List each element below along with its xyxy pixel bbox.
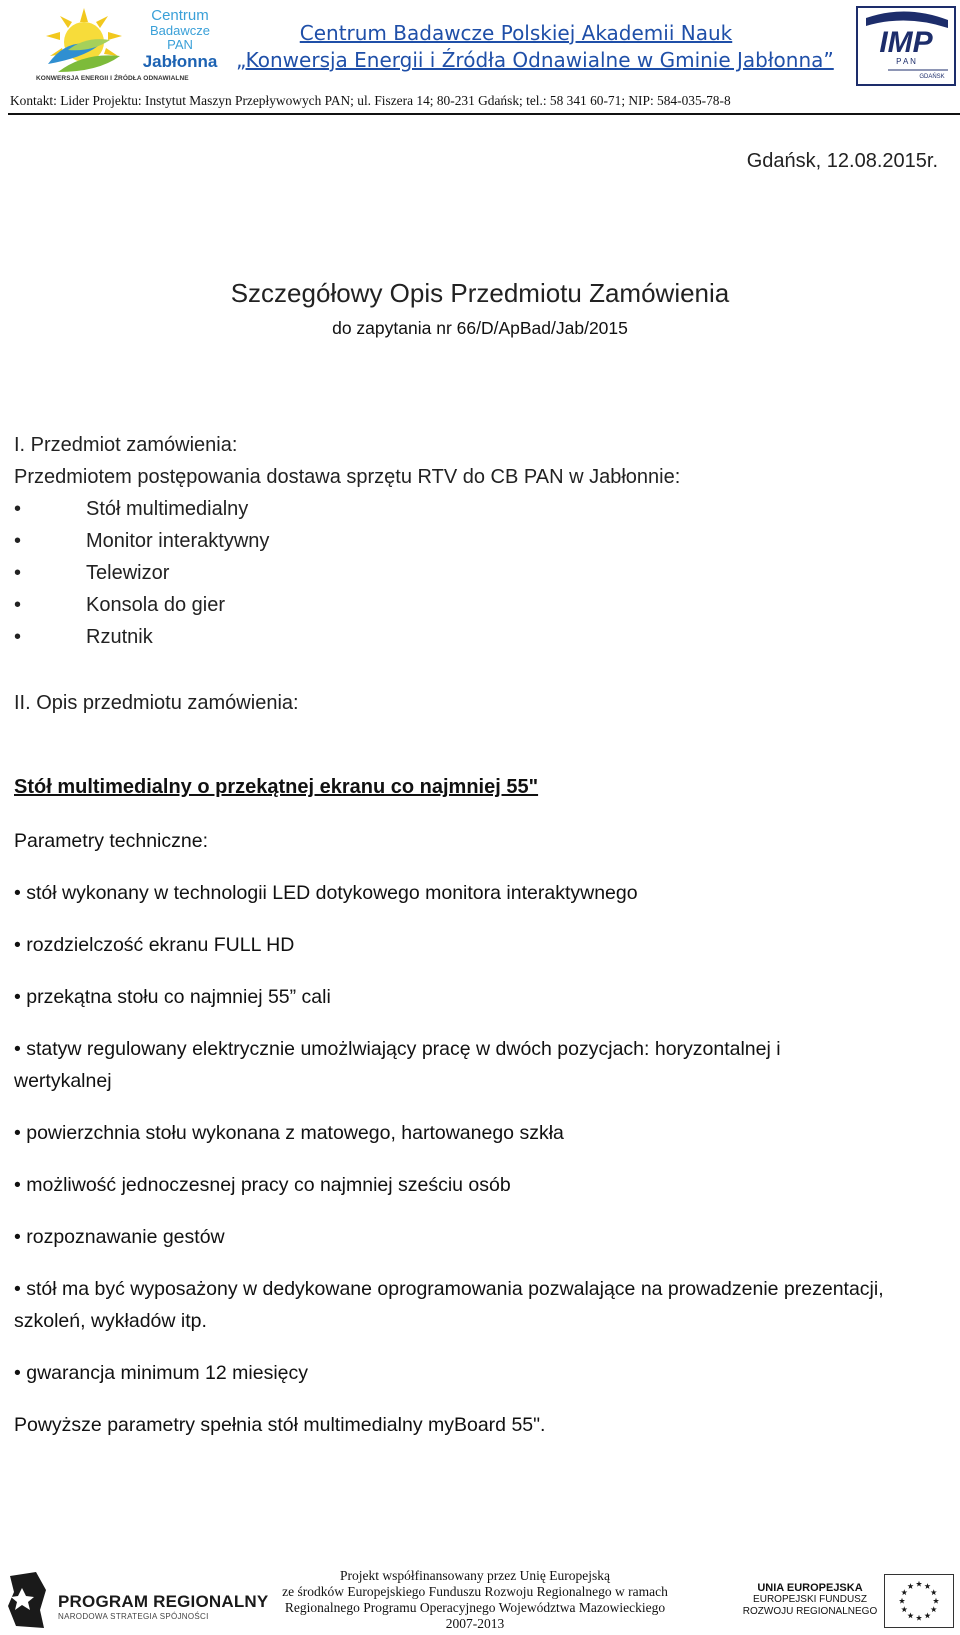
cofinancing-note: [255, 1568, 695, 1632]
contact-line: Kontakt: Lider Projektu: Instytut Maszyn Przepływowych PAN; ul. Fiszera 14; 80-231 Gdańsk; tel.: 58 341 60-71; NIP: 584-035-78-8: [10, 93, 731, 108]
eu-star-icon: [931, 1606, 937, 1612]
header-title-line-2: „Konwersja Energii i Źródła Odnawialne w Gminie Jabłonna”: [236, 48, 834, 72]
params-label: Parametry techniczne:: [14, 830, 209, 852]
cb-pan-jablonna-logo: [30, 2, 240, 86]
param-item: • rozdzielczość ekranu FULL HD: [14, 934, 295, 956]
logo-wordmark: [130, 8, 230, 71]
logo-line-3: PAN: [167, 37, 193, 52]
eu-stars-icon: [885, 1575, 953, 1627]
eu-star-icon: [907, 1583, 913, 1589]
list-item: [14, 594, 225, 617]
param-item: • statyw regulowany elektrycznie umożlwiający pracę w dwóch pozycjach: horyzontalnej i: [14, 1038, 781, 1060]
eu-star-icon: [907, 1613, 913, 1619]
eu-star-icon: [933, 1598, 939, 1604]
list-item: [14, 530, 269, 553]
eu-star-icon: [899, 1598, 905, 1604]
eu-line-1: UNIA EUROPEJSKA: [757, 1582, 863, 1594]
bullet-icon: •: [14, 626, 22, 648]
list-item-label: Monitor interaktywny: [86, 530, 270, 552]
param-item: • przekątna stołu co najmniej 55” cali: [14, 986, 331, 1008]
header-title: [236, 20, 834, 74]
param-item-continuation: wertykalnej: [14, 1070, 112, 1092]
bullet-icon: •: [14, 594, 22, 616]
eu-fund-text: [740, 1582, 880, 1618]
program-regionalny-logo-icon: [6, 1570, 50, 1630]
eu-star-icon: [916, 1615, 922, 1621]
eu-star-icon: [901, 1606, 907, 1612]
eu-line-2: EUROPEJSKI FUNDUSZ: [753, 1594, 867, 1605]
section-1-heading: I. Przedmiot zamówienia:: [14, 434, 238, 456]
logo-caption: KONWERSJA ENERGII I ŹRÓDŁA ODNAWIALNE: [36, 75, 189, 82]
cofinancing-line-4: 2007-2013: [445, 1616, 505, 1631]
list-item-label: Stół multimedialny: [86, 498, 249, 520]
param-item: • stół wykonany w technologii LED dotykowego monitora interaktywnego: [14, 882, 638, 904]
eu-star-icon: [931, 1589, 937, 1595]
program-subtitle: NARODOWA STRATEGIA SPÓJNOŚCI: [58, 1612, 209, 1621]
logo-line-2: Badawcze: [150, 23, 210, 38]
imp-emblem-icon: [858, 8, 954, 84]
list-item-label: Telewizor: [86, 562, 170, 584]
param-item: • gwarancja minimum 12 miesięcy: [14, 1362, 309, 1384]
param-item: • powierzchnia stołu wykonana z matowego, hartowanego szkła: [14, 1122, 564, 1144]
imp-sub-text: P A N: [896, 57, 916, 66]
imp-city-text: GDAŃSK: [919, 74, 945, 80]
imp-main-text: IMP: [879, 26, 933, 59]
eu-star-icon: [916, 1581, 922, 1587]
section-2-heading: II. Opis przedmiotu zamówienia:: [14, 692, 299, 714]
list-item: [14, 562, 169, 585]
bullet-icon: •: [14, 498, 22, 520]
list-item-label: Rzutnik: [86, 626, 153, 648]
list-item: [14, 626, 153, 649]
eu-star-icon: [924, 1613, 930, 1619]
logo-line-1: Centrum: [151, 7, 209, 24]
document-subtitle: do zapytania nr 66/D/ApBad/Jab/2015: [332, 318, 628, 338]
conclusion: Powyższe parametry spełnia stół multimedialny myBoard 55".: [14, 1414, 546, 1436]
program-title: PROGRAM REGIONALNY: [58, 1592, 269, 1611]
document-date: Gdańsk, 12.08.2015r.: [746, 150, 938, 172]
bullet-icon: •: [14, 562, 22, 584]
sun-leaf-icon: [38, 6, 130, 76]
eu-line-3: ROZWOJU REGIONALNEGO: [742, 1606, 878, 1617]
param-item: • rozpoznawanie gestów: [14, 1226, 225, 1248]
product-heading: Stół multimedialny o przekątnej ekranu co najmniej 55": [14, 776, 539, 798]
eu-flag-icon: [884, 1574, 954, 1628]
header-title-line-1: Centrum Badawcze Polskiej Akademii Nauk: [299, 21, 733, 45]
list-item-label: Konsola do gier: [86, 594, 225, 616]
param-item-continuation: szkoleń, wykładów itp.: [14, 1310, 207, 1332]
imp-pan-logo: [856, 6, 956, 86]
param-item: • stół ma być wyposażony w dedykowane oprogramowania pozwalające na prowadzenie prezentacji,: [14, 1278, 884, 1300]
page-footer: [0, 1560, 960, 1635]
eu-star-icon: [924, 1583, 930, 1589]
section-1-intro: Przedmiotem postępowania dostawa sprzętu RTV do CB PAN w Jabłonnie:: [14, 466, 681, 488]
param-item: • możliwość jednoczesnej pracy co najmniej sześciu osób: [14, 1174, 511, 1196]
document-title: Szczegółowy Opis Przedmiotu Zamówienia: [230, 278, 730, 308]
logo-line-4: Jabłonna: [142, 52, 218, 71]
header-divider: [8, 113, 960, 115]
bullet-icon: •: [14, 530, 22, 552]
cofinancing-line-1: Projekt współfinansowany przez Unię Europejską: [340, 1568, 610, 1583]
page-header: [0, 0, 960, 118]
eu-star-icon: [901, 1589, 907, 1595]
cofinancing-line-3: Regionalnego Programu Operacyjnego Województwa Mazowieckiego: [284, 1600, 666, 1615]
program-text: [58, 1592, 268, 1621]
cofinancing-line-2: ze środków Europejskiego Funduszu Rozwoju Regionalnego w ramach: [282, 1584, 668, 1599]
list-item: [14, 498, 248, 521]
